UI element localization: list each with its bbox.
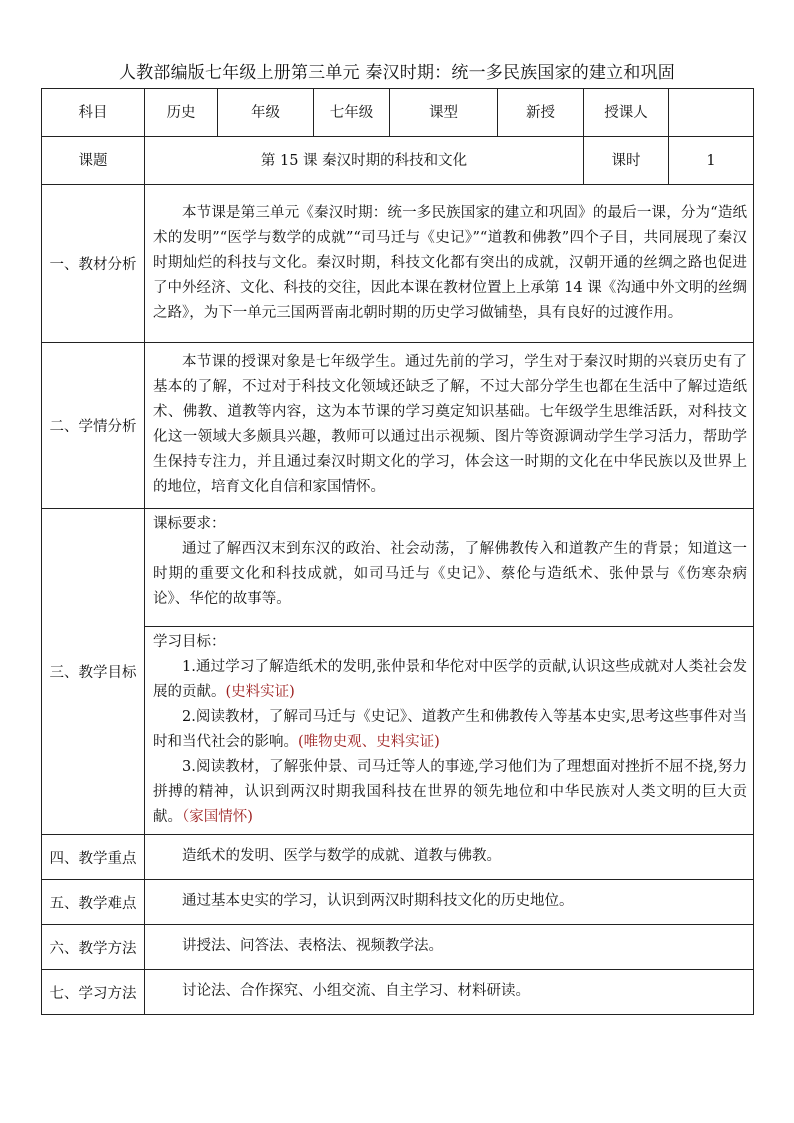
learning-goal-item [153, 705, 747, 755]
key-points-cell [145, 835, 754, 880]
subject-label: 科目 [42, 89, 145, 137]
teaching-methods-label: 六、教学方法 [42, 925, 145, 970]
learning-goals-cell [145, 627, 754, 835]
learning-goal-item [153, 755, 747, 830]
teaching-methods-row [42, 925, 754, 970]
learner-analysis-cell [145, 343, 754, 509]
type-value: 新授 [498, 89, 584, 137]
learning-goal-item [153, 655, 747, 705]
curriculum-row [42, 509, 754, 627]
topic-label: 课题 [42, 137, 145, 185]
key-points-row [42, 835, 754, 880]
textbook-analysis-label: 一、教材分析 [42, 185, 145, 343]
teaching-methods-cell [145, 925, 754, 970]
type-label: 课型 [390, 89, 498, 137]
learning-methods-row [42, 970, 754, 1015]
learning-goal-text: 3.阅读教材，了解张仲景、司马迁等人的事迹,学习他们为了理想面对挫折不屈不挠,努力拼搏的精神，认识到两汉时期我国科技在世界的领先地位和中华民族对人类文明的巨大贡献。 [153, 759, 747, 825]
learning-goal-tag: (史料实证) [225, 684, 295, 700]
learning-methods-text: 讨论法、合作探究、小组交流、自主学习、材料研读。 [182, 983, 530, 999]
lesson-plan-table [41, 88, 754, 1015]
difficulties-text: 通过基本史实的学习，认识到两汉时期科技文化的历史地位。 [182, 893, 574, 909]
textbook-analysis-row [42, 185, 754, 343]
learning-goal-tag: (唯物史观、史料实证) [298, 734, 440, 750]
curriculum-text: 通过了解西汉末到东汉的政治、社会动荡，了解佛教传入和道教产生的背景；知道这一时期的重要文化和科技成就，如司马迁与《史记》、蔡伦与造纸术、张仲景与《伤寒杂病论》、华佗的故事等。 [153, 541, 747, 607]
learning-methods-cell [145, 970, 754, 1015]
hours-value: 1 [669, 137, 754, 185]
learner-analysis-row [42, 343, 754, 509]
learning-goal-tag: （家国情怀) [182, 809, 253, 825]
learning-goals-heading: 学习目标： [153, 634, 226, 650]
learning-methods-label: 七、学习方法 [42, 970, 145, 1015]
learning-goal-text: 2.阅读教材，了解司马迁与《史记》、道教产生和佛教传入等基本史实,思考这些事件对当时和当代社会的影响。 [153, 709, 747, 750]
difficulties-label: 五、教学难点 [42, 880, 145, 925]
difficulties-cell [145, 880, 754, 925]
learning-goals-row [42, 627, 754, 835]
teacher-value [669, 89, 754, 137]
learning-goal-text: 1.通过学习了解造纸术的发明,张仲景和华佗对中医学的贡献,认识这些成就对人类社会发展的贡献。 [153, 659, 747, 700]
teaching-goals-label: 三、教学目标 [42, 509, 145, 835]
textbook-analysis-text: 本节课是第三单元《秦汉时期：统一多民族国家的建立和巩固》的最后一课，分为“造纸术的发明”“医学与数学的成就”“司马迁与《史记》”“道教和佛教”四个子目，共同展现了秦汉时期灿烂的科技与文化。秦汉时期，科技文化都有突出的成就，汉朝开通的丝绸之路也促进了中外经济、文化、科技的交往，因此本课在教材位置上上承第 14 课《沟通中外文明的丝绸之路》，为下一单元三国两晋南北朝时期的历史学习做铺垫，具有良好的过渡作用。 [153, 204, 747, 321]
topic-value: 第 15 课 秦汉时期的科技和文化 [145, 137, 584, 185]
header-row [42, 89, 754, 137]
hours-label: 课时 [584, 137, 669, 185]
learner-analysis-text: 本节课的授课对象是七年级学生。通过先前的学习，学生对于秦汉时期的兴衰历史有了基本的了解，不过对于科技文化领域还缺乏了解，不过大部分学生也都在生活中了解过造纸术、佛教、道教等内容，这为本节课的学习奠定知识基础。七年级学生思维活跃，对科技文化这一领域大多颇具兴趣，教师可以通过出示视频、图片等资源调动学生学习活力，帮助学生保持专注力，并且通过秦汉时期文化的学习，体会这一时期的文化在中华民族以及世界上的地位，培育文化自信和家国情怀。 [153, 354, 747, 495]
textbook-analysis-cell [145, 185, 754, 343]
curriculum-heading: 课标要求： [153, 516, 226, 532]
key-points-text: 造纸术的发明、医学与数学的成就、道教与佛教。 [182, 848, 501, 864]
document-title: 人教部编版七年级上册第三单元 秦汉时期：统一多民族国家的建立和巩固 [118, 63, 675, 83]
curriculum-cell [145, 509, 754, 627]
key-points-label: 四、教学重点 [42, 835, 145, 880]
grade-value: 七年级 [314, 89, 390, 137]
learner-analysis-label: 二、学情分析 [42, 343, 145, 509]
grade-label: 年级 [218, 89, 314, 137]
teacher-label: 授课人 [584, 89, 669, 137]
subject-value: 历史 [145, 89, 218, 137]
topic-row [42, 137, 754, 185]
teaching-methods-text: 讲授法、问答法、表格法、视频教学法。 [182, 938, 443, 954]
difficulties-row [42, 880, 754, 925]
